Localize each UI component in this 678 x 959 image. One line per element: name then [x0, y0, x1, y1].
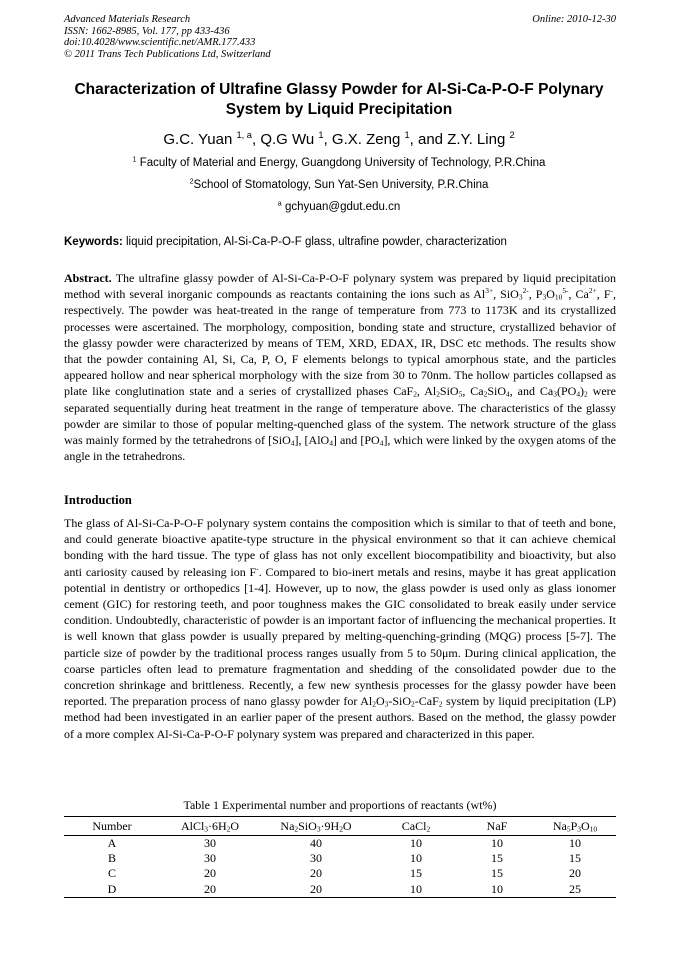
- journal-header: [64, 14, 616, 60]
- intro-sub: 2: [438, 699, 443, 709]
- header-text: AlCl: [180, 818, 205, 833]
- header-sub: 10: [589, 823, 598, 833]
- author-2: Q.G Wu: [260, 131, 315, 148]
- intro-text: O: [375, 694, 385, 709]
- title-line-1: Characterization of Ultrafine Glassy Powder for Al-Si-Ca-P-O-F Polynary: [74, 81, 604, 98]
- table-cell: 15: [569, 851, 581, 866]
- header-text: O: [230, 818, 240, 833]
- table-cell: 15: [410, 866, 422, 881]
- table-cell: 15: [491, 866, 503, 881]
- abstract-text: , and Ca: [509, 384, 554, 399]
- header-sub: 5: [566, 823, 571, 833]
- table-cell: 20: [204, 866, 216, 881]
- header-text: O: [342, 818, 352, 833]
- author-conjunction: and: [417, 131, 444, 148]
- col-na5p3o10: [534, 817, 616, 836]
- title-line-2: System by Liquid Precipitation: [225, 101, 453, 118]
- paper-title: [50, 80, 628, 120]
- col-cacl2: [372, 817, 460, 836]
- abstract-sup: -: [610, 286, 613, 296]
- abstract-sub: 2: [584, 389, 588, 399]
- table-cell: A: [107, 836, 117, 851]
- email-text: gchyuan@gdut.edu.cn: [284, 201, 401, 213]
- introduction-paragraph: [64, 515, 616, 742]
- header-sub: 3: [204, 823, 208, 833]
- header-text: P: [570, 818, 578, 833]
- table-cell: 10: [491, 836, 503, 851]
- header-text: ·6H: [208, 818, 227, 833]
- intro-text: The glass of Al-Si-Ca-P-O-F polynary system contains the composition which is similar to that of teeth and bone, and could generate bioactive apatite-type structure in the physical environment so that it can achieve chemical bonding with the hard tissue. The type of glass has not only excellent biocompatibility and bioactivity, but also anti cariosity caused by releasing ion F: [64, 516, 616, 579]
- abstract-sub: 4: [329, 438, 333, 448]
- abstract-text: , Ca: [568, 287, 589, 302]
- intro-text: . Compared to bio-inert metals and resins, maybe it has great application potential in dentistry or orthopedics [1-4]. However, up to now, the glass powder is used only as glass ionomer cement (GIC) for restoring teeth, and poor toughness makes the GIC consolidated to break easily under service condition. Undoubtedly, characteristic of powder is an important factor of influencing the mechanical properties. It is well known that glass powder is usually prepared by melting-quenching-grinding (MQG) process [5-7]. The particle size of powder by the traditional process ranges usually from 5 to 50μm. During clinical application, the coarse particles often lead to premature fragmentation and shedding of the consolidated powder due to the concretion shrinkage and brittleness. Recently, a few new synthesis processes for the glassy powder have been reported. The preparation process of nano glassy powder for Al: [64, 564, 617, 709]
- author-2-sup: 1: [318, 129, 324, 140]
- journal-issn: ISSN: 1662-8985, Vol. 177, pp 433-436: [64, 25, 230, 37]
- abstract-text: were separated sequentially during heat treatment in the range of temperature above. The characteristics of the glassy powder are similar to those of popular melting-quenched glass of the system. The network structure of the glass was mainly formed by the tetrahedrons of [SiO: [64, 384, 616, 448]
- col-alcl3: [160, 817, 260, 836]
- col-na2sio3: [260, 817, 372, 836]
- journal-name: Advanced Materials Research: [64, 14, 191, 25]
- table-cell: 30: [204, 851, 216, 866]
- abstract-sup: 2-: [522, 286, 529, 296]
- introduction-heading: Introduction: [64, 493, 132, 507]
- abstract-text: , F: [596, 287, 611, 302]
- header-sub: 2: [426, 823, 431, 833]
- header-text: SiO: [298, 818, 317, 833]
- header-sub: 3: [577, 823, 581, 833]
- table-row: [64, 866, 616, 881]
- abstract-text: ): [580, 384, 585, 399]
- table-cell: 30: [310, 851, 322, 866]
- abstract-sub: 2: [483, 389, 488, 399]
- table-row: [64, 836, 616, 852]
- table-cell: B: [107, 851, 116, 866]
- table-cell: 20: [569, 866, 581, 881]
- abstract-text: , respectively. The powder was heat-treated in the range of temperature from 773 to 1173K and its crystallized processes were ascertained. The morphology, composition, bonding state and structure, crystallized behavior of the glassy powder were characterized by means of TEM, XRD, EDAX, IR, DSC etc methods. The results show that the powder containing Al, Si, Ca, P, O, F elements belongs to typical amorphous state, and the particles appeared hollow and near spherical morphology with the size from 30 to 70nm. The hollow particles collapsed as plate like conglutination state and a series of crystallized phases CaF: [64, 287, 616, 399]
- abstract-text: SiO: [439, 384, 459, 399]
- table-cell: 20: [160, 882, 260, 898]
- abstract-sub: 3: [553, 389, 557, 399]
- author-4-sup: 2: [509, 129, 515, 140]
- affiliation-1-text: Faculty of Material and Energy, Guangdong University of Technology, P.R.China: [139, 157, 546, 169]
- affiliation-1: [40, 157, 638, 169]
- intro-sub: 2: [411, 699, 415, 709]
- abstract-text: , Ca: [462, 384, 484, 399]
- abstract-text: The ultrafine glassy powder of Al-Si-Ca-P-O-F polynary system was prepared by liquid precipitation method with several inorganic compounds as reactants containing the ions such as Al: [64, 271, 616, 302]
- intro-text: -SiO: [388, 694, 412, 709]
- header-sub: 2: [294, 823, 299, 833]
- abstract-text: , SiO: [493, 287, 519, 302]
- abstract-sub: 4: [379, 438, 384, 448]
- table-cell: 10: [410, 851, 422, 866]
- author-email: [40, 201, 638, 213]
- journal-doi: doi:10.4028/www.scientific.net/AMR.177.433: [64, 37, 256, 48]
- author-4: Z.Y. Ling: [447, 131, 506, 148]
- abstract-sub: 10: [554, 292, 563, 302]
- abstract-sup: 5-: [562, 286, 569, 296]
- abstract-text: ], which were linked by the oxygen atoms of the angle in the tetrahedrons.: [64, 433, 616, 464]
- abstract-sub: 3: [542, 292, 547, 302]
- table-cell: 30: [204, 836, 216, 851]
- abstract-text: ], [AlO: [294, 433, 330, 448]
- abstract-sub: 4: [506, 389, 510, 399]
- author-list: G.C. Yuan $^{1, a}$, Q.G Wu $^1$, G.X. Zeng $^1$, and Z.Y. Ling $^2$: [163, 129, 515, 148]
- author-3: G.X. Zeng: [331, 131, 401, 148]
- affiliation-1-sup: 1: [132, 155, 137, 164]
- abstract-sup: 3+: [485, 286, 494, 296]
- header-sub: 2: [226, 823, 231, 833]
- author-3-sup: 1: [404, 129, 410, 140]
- table-header-row: [64, 817, 616, 836]
- table-row: [64, 851, 616, 866]
- reactant-table: [64, 816, 616, 898]
- table-cell: 10: [569, 836, 581, 851]
- header-text: O: [581, 818, 590, 833]
- abstract: [64, 270, 616, 464]
- table-cell: C: [107, 866, 116, 881]
- intro-text: -CaF: [414, 694, 439, 709]
- affiliation-2-text: School of Stomatology, Sun Yat-Sen University, P.R.China: [193, 179, 489, 191]
- journal-copyright: © 2011 Trans Tech Publications Ltd, Switzerland: [64, 48, 271, 60]
- affiliation-2: [40, 179, 638, 191]
- header-text: Na: [280, 818, 295, 833]
- table-cell: 25: [534, 882, 616, 898]
- header-text: Na: [552, 818, 567, 833]
- table-cell: 20: [310, 866, 322, 881]
- table-row: [64, 882, 616, 898]
- abstract-text: , P: [528, 287, 543, 302]
- author-1: G.C. Yuan: [163, 131, 233, 148]
- intro-text: system by liquid precipitation (LP) method had been investigated in an earlier paper of the present authors. Based on the method, the glassy powder of a more complex Al-Si-Ca-P-O-F polynary system was prepared and characterized in this paper.: [64, 694, 616, 741]
- online-date: Online: 2010-12-30: [532, 14, 616, 25]
- abstract-sub: 4: [576, 389, 581, 399]
- keywords-text: liquid precipitation, Al-Si-Ca-P-O-F glass, ultrafine powder, characterization: [126, 236, 507, 248]
- table-cell: D: [64, 882, 160, 898]
- col-number-label: Number: [92, 818, 132, 833]
- abstract-label: Abstract.: [64, 271, 112, 285]
- abstract-sub: 3: [518, 292, 523, 302]
- table-cell: 40: [310, 836, 322, 851]
- col-number: [64, 817, 160, 836]
- abstract-text: , Al: [416, 384, 437, 399]
- abstract-text: (PO: [556, 384, 577, 399]
- abstract-sup: 2+: [588, 286, 597, 296]
- abstract-sub: 5: [458, 389, 463, 399]
- col-naf: [460, 817, 534, 836]
- abstract-text: ] and [PO: [332, 433, 380, 448]
- header-text: CaCl: [401, 818, 427, 833]
- intro-sub: 2: [372, 699, 376, 709]
- table-caption: Table 1 Experimental number and proportions of reactants (wt%): [183, 798, 497, 812]
- abstract-sub: 2: [413, 389, 417, 399]
- header-text: NaF: [486, 818, 508, 833]
- header-sub: 2: [339, 823, 343, 833]
- abstract-sub: 4: [290, 438, 295, 448]
- affiliation-2-sup: 2: [189, 177, 194, 186]
- intro-sub: 3: [384, 699, 389, 709]
- abstract-text: SiO: [487, 384, 506, 399]
- header-text: ·9H: [320, 818, 340, 833]
- table-cell: 10: [460, 882, 534, 898]
- table-cell: 20: [260, 882, 372, 898]
- author-1-sup: 1, a: [236, 129, 252, 140]
- table-cell: 10: [372, 882, 460, 898]
- table-cell: 15: [491, 851, 503, 866]
- keywords: [64, 236, 616, 248]
- abstract-text: O: [546, 287, 555, 302]
- keywords-label: Keywords:: [64, 236, 123, 248]
- table-cell: 10: [410, 836, 422, 851]
- header-sub: 3: [316, 823, 321, 833]
- email-sup: a: [277, 199, 282, 208]
- abstract-sub: 2: [436, 389, 440, 399]
- intro-sup: -: [256, 563, 259, 573]
